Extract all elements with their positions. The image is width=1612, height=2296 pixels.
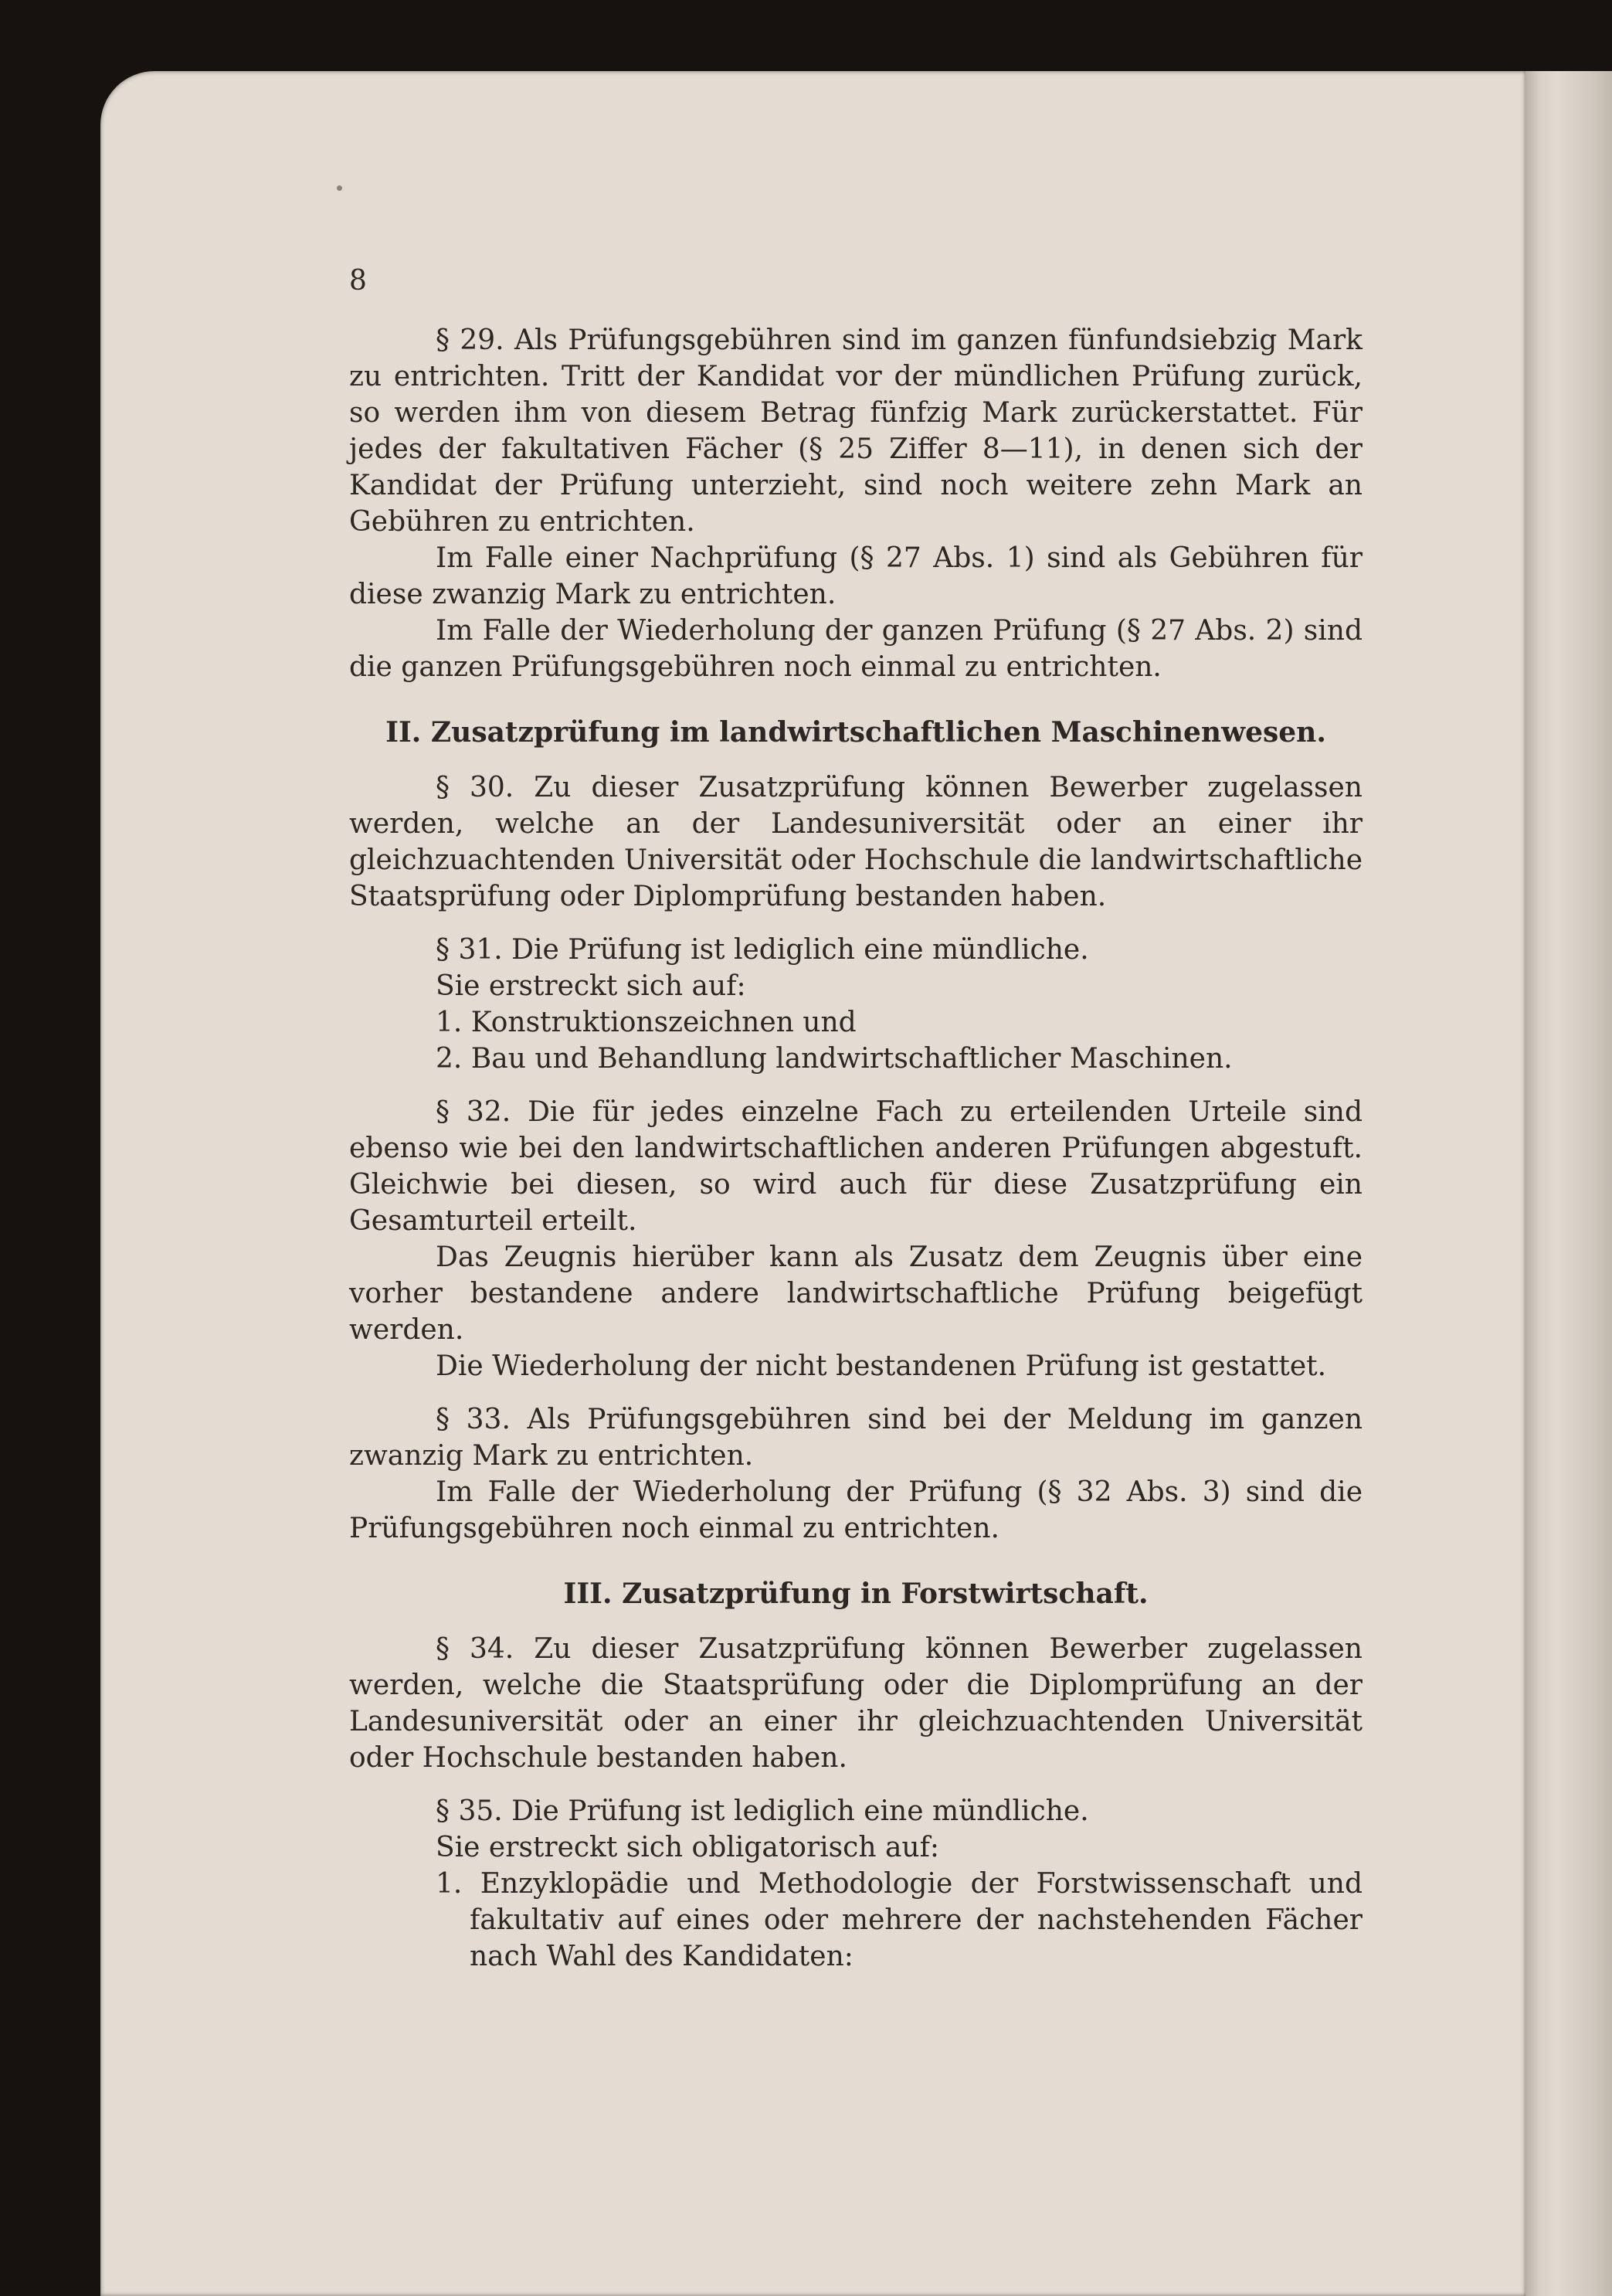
paragraph-35-scope: Sie erstreckt sich obligatorisch auf: [436,1832,940,1863]
page-text [349,263,1363,1975]
paragraph-29-wiederholung: Im Falle der Wiederholung der ganzen Prüfung (§ 27 Abs. 2) sind die ganzen Prüfungsgebühren noch einmal zu entrichten. [349,615,1363,683]
list-item-31-1: 1. Konstruktionszeichnen und [436,1007,857,1038]
book-spine [1525,71,1612,2296]
paragraph-31-scope: Sie erstreckt sich auf: [436,970,746,1002]
section-heading-forstwirtschaft: III. Zusatzprüfung in Forstwirtschaft. [563,1578,1149,1610]
section-heading-maschinenwesen: II. Zusatzprüfung im landwirtschaftlichen Maschinenwesen. [385,716,1326,749]
list-item-35-1: 1. Enzyklopädie und Methodologie der Forstwissenschaft und fakultativ auf eines oder mehrere der nachstehenden Fächer nach Wahl des Kandidaten: [436,1868,1363,1972]
paragraph-31: § 31. Die Prüfung ist lediglich eine mündliche. [436,934,1089,966]
page-number: 8 [349,265,367,297]
paragraph-33: § 33. Als Prüfungsgebühren sind bei der Meldung im ganzen zwanzig Mark zu entrichten. [349,1404,1363,1472]
paper-speck [337,185,342,191]
list-item-31-2: 2. Bau und Behandlung landwirtschaftlicher Maschinen. [436,1043,1233,1075]
paragraph-34: § 34. Zu dieser Zusatzprüfung können Bewerber zugelassen werden, welche die Staatsprüfung oder die Diplomprüfung an der Landesuniversität oder an einer ihr gleichzuachtenden Universität oder Hochschule bestanden haben. [349,1633,1363,1774]
paragraph-33-wiederholung: Im Falle der Wiederholung der Prüfung (§ 32 Abs. 3) sind die Prüfungsgebühren noch einmal zu entrichten. [349,1476,1363,1544]
paragraph-30: § 30. Zu dieser Zusatzprüfung können Bewerber zugelassen werden, welche an der Landesuniversität oder an einer ihr gleichzuachtenden Universität oder Hochschule die landwirtschaftliche Staatsprüfung oder Diplomprüfung bestanden haben. [349,772,1363,912]
paragraph-29: § 29. Als Prüfungsgebühren sind im ganzen fünfundsiebzig Mark zu entrichten. Tritt der Kandidat vor der mündlichen Prüfung zurück, so werden ihm von diesem Betrag fünfzig Mark zurückerstattet. Für jedes der fakultativen Fächer (§ 25 Ziffer 8—11), in denen sich der Kandidat der Prüfung unterzieht, sind noch weitere zehn Mark an Gebühren zu entrichten. [349,324,1363,538]
paragraph-35: § 35. Die Prüfung ist lediglich eine mündliche. [436,1795,1089,1827]
paragraph-32: § 32. Die für jedes einzelne Fach zu erteilenden Urteile sind ebenso wie bei den landwirtschaftlichen anderen Prüfungen abgestuft. Gleichwie bei diesen, so wird auch für diese Zusatzprüfung ein Gesamturteil erteilt. [349,1096,1363,1237]
paragraph-32-wiederholung: Die Wiederholung der nicht bestandenen Prüfung ist gestattet. [436,1350,1327,1382]
paragraph-29-nachpruefung: Im Falle einer Nachprüfung (§ 27 Abs. 1) sind als Gebühren für diese zwanzig Mark zu entrichten. [349,542,1363,610]
paragraph-32-zeugnis: Das Zeugnis hierüber kann als Zusatz dem Zeugnis über eine vorher bestandene andere landwirtschaftliche Prüfung beigefügt werden. [349,1241,1363,1346]
